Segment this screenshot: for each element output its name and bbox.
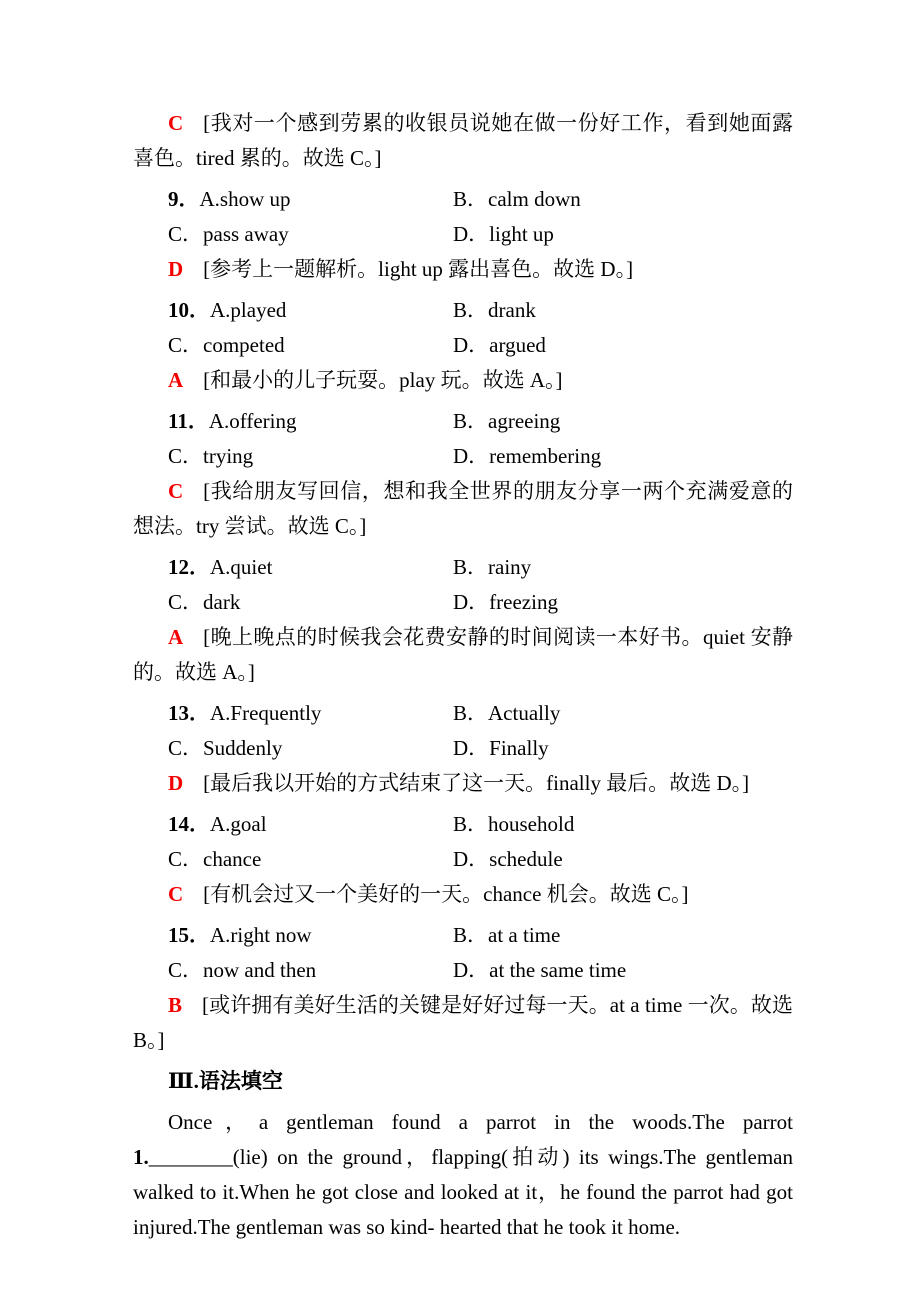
- option-d: D．at the same time: [453, 958, 627, 982]
- fill-blank: ________: [148, 1145, 233, 1169]
- option-pair-left: [168, 918, 453, 953]
- question-row: [133, 953, 793, 988]
- question-block-12: [133, 550, 793, 620]
- answer-explanation-12: [133, 620, 793, 690]
- option-d: D．argued: [453, 333, 546, 357]
- answer-letter: C: [168, 882, 184, 906]
- paragraph-lead: Once，a gentleman found a parrot in the woods.The parrot: [168, 1110, 793, 1134]
- option-b: B．household: [453, 812, 575, 836]
- option-pair-left: [168, 293, 453, 328]
- answer-explanation-15: [133, 988, 793, 1058]
- question-row: [133, 731, 793, 766]
- question-row: [133, 182, 793, 217]
- answer-letter: C: [168, 111, 184, 135]
- question-block-13: [133, 696, 793, 766]
- option-c: C．Suddenly: [168, 736, 283, 760]
- question-block-10: [133, 293, 793, 363]
- question-row: [133, 293, 793, 328]
- option-c: C．dark: [168, 590, 241, 614]
- option-c: C．chance: [168, 847, 262, 871]
- option-b: B．at a time: [453, 923, 561, 947]
- answer-text: [晚上晚点的时候我会花费安静的时间阅读一本好书。quiet 安静的。故选 A。]: [133, 625, 793, 684]
- answer-explanation-11: [133, 474, 793, 544]
- option-pair-left: [168, 807, 453, 842]
- question-row: [133, 842, 793, 877]
- option-b: B．Actually: [453, 701, 561, 725]
- option-pair-left: [168, 182, 453, 217]
- question-number: 13．: [168, 701, 210, 725]
- answer-explanation-10: [133, 363, 793, 398]
- section-heading: Ⅲ.语法填空: [168, 1069, 283, 1093]
- option-b: B．agreeing: [453, 409, 561, 433]
- answer-explanation-14: [133, 877, 793, 912]
- answer-text: [我对一个感到劳累的收银员说她在做一份好工作，看到她面露喜色。tired 累的。故选 C。]: [133, 111, 793, 170]
- option-a: A.played: [210, 298, 287, 322]
- question-row: [133, 550, 793, 585]
- option-d: D．remembering: [453, 444, 602, 468]
- option-b: B．calm down: [453, 187, 581, 211]
- option-pair-left: [168, 550, 453, 585]
- option-c: C．competed: [168, 333, 285, 357]
- option-a: A.Frequently: [210, 701, 322, 725]
- option-d: D．Finally: [453, 736, 549, 760]
- answer-text: [有机会过又一个美好的一天。chance 机会。故选 C。]: [203, 882, 689, 906]
- question-block-14: [133, 807, 793, 877]
- question-row: [133, 404, 793, 439]
- question-row: [133, 585, 793, 620]
- question-number: 15．: [168, 923, 210, 947]
- question-row: [133, 217, 793, 252]
- grammar-fill-paragraph: [133, 1105, 793, 1245]
- question-row: [133, 918, 793, 953]
- option-c: C．now and then: [168, 958, 317, 982]
- answer-text: [我给朋友写回信，想和我全世界的朋友分享一两个充满爱意的想法。try 尝试。故选 C。]: [133, 479, 793, 538]
- question-number: 14．: [168, 812, 210, 836]
- question-number: 11．: [168, 409, 209, 433]
- answer-explanation-9: [133, 252, 793, 287]
- question-row: [133, 696, 793, 731]
- option-pair-left: [168, 404, 453, 439]
- answer-letter: A: [168, 368, 184, 392]
- option-a: A.goal: [210, 812, 267, 836]
- option-a: A.offering: [208, 409, 297, 433]
- question-number: 9．: [168, 187, 200, 211]
- answer-letter: B: [168, 993, 183, 1017]
- option-d: D．freezing: [453, 590, 558, 614]
- blank-number: 1.: [133, 1145, 149, 1169]
- answer-text: [最后我以开始的方式结束了这一天。finally 最后。故选 D。]: [203, 771, 750, 795]
- answer-letter: D: [168, 771, 184, 795]
- option-b: B．drank: [453, 298, 536, 322]
- option-d: D．schedule: [453, 847, 563, 871]
- option-b: B．rainy: [453, 555, 532, 579]
- question-block-15: [133, 918, 793, 988]
- question-number: 10．: [168, 298, 210, 322]
- option-a: A.quiet: [210, 555, 273, 579]
- option-pair-left: [168, 696, 453, 731]
- question-row: [133, 807, 793, 842]
- answer-letter: A: [168, 625, 184, 649]
- answer-text: [和最小的儿子玩耍。play 玩。故选 A。]: [203, 368, 563, 392]
- option-d: D．light up: [453, 222, 554, 246]
- answer-letter: D: [168, 257, 184, 281]
- answer-text: [或许拥有美好生活的关键是好好过每一天。at a time 一次。故选 B。]: [133, 993, 793, 1052]
- question-block-9: [133, 182, 793, 252]
- question-number: 12．: [168, 555, 210, 579]
- option-c: C．trying: [168, 444, 254, 468]
- answer-letter: C: [168, 479, 184, 503]
- option-a: A.right now: [210, 923, 312, 947]
- paragraph-tail: (lie) on the ground，flapping(拍动) its wings.The gentleman walked to it.When he got close and looked at it，he found the parrot had got injured.The gentleman was so kind- hearted that he took it home.: [133, 1145, 793, 1239]
- question-block-11: [133, 404, 793, 474]
- answer-explanation-13: [133, 766, 793, 801]
- question-row: [133, 439, 793, 474]
- option-c: C．pass away: [168, 222, 289, 246]
- question-row: [133, 328, 793, 363]
- answer-explanation-8: [133, 106, 793, 176]
- answer-text: [参考上一题解析。light up 露出喜色。故选 D。]: [203, 257, 634, 281]
- option-a: A.show up: [199, 187, 291, 211]
